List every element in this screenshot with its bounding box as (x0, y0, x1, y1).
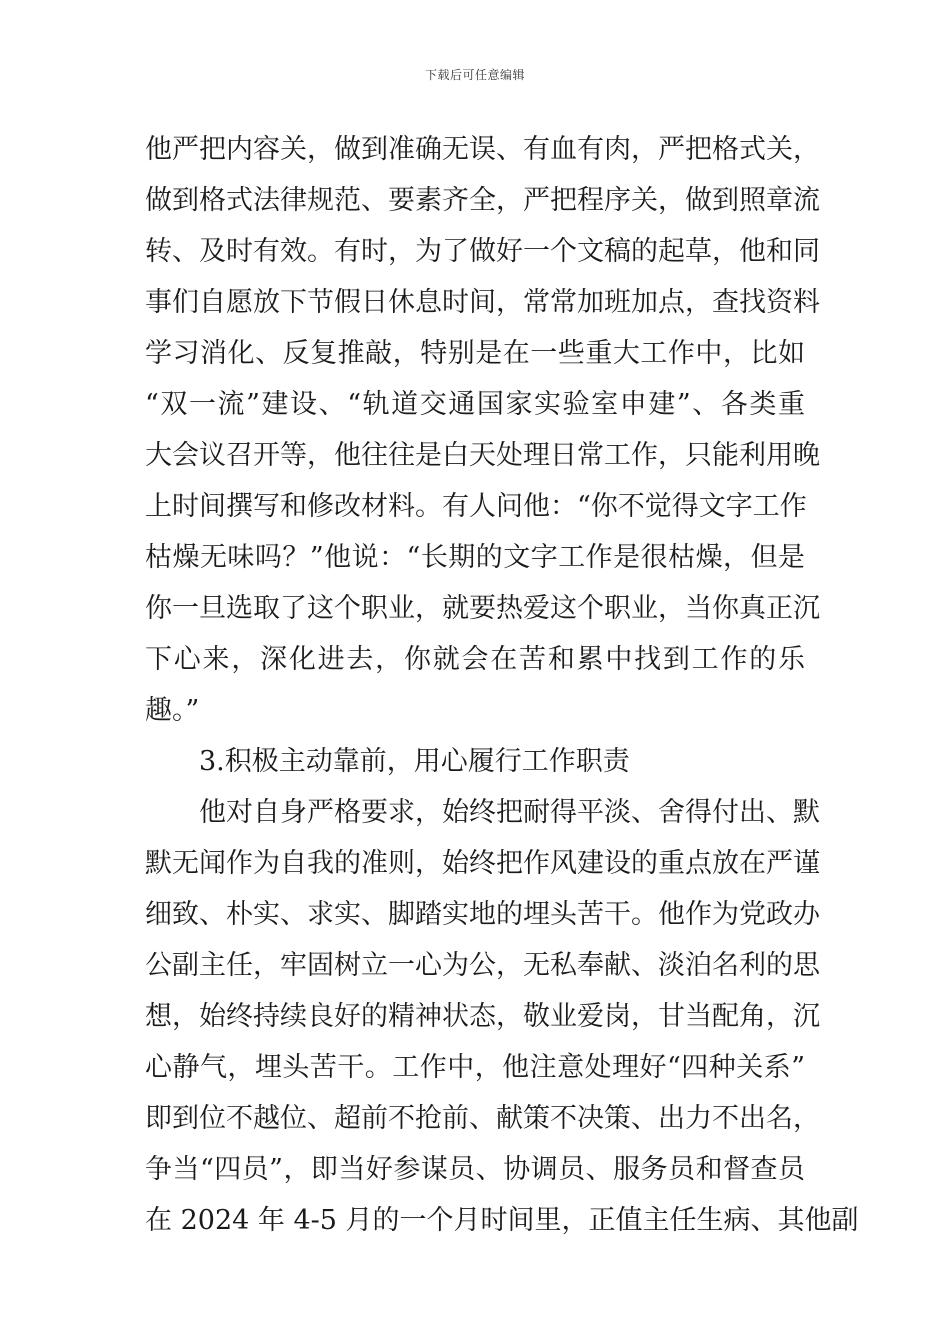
paragraph-line: 他对自身严格要求，始终把耐得平淡、舍得付出、默 (199, 797, 820, 828)
paragraph-line: “双一流”建设、“轨道交通国家实验室申建”、各类重 (145, 389, 805, 420)
paragraph-line: 趣。” (145, 695, 200, 726)
paragraph-line: 争当“四员”，即当好参谋员、协调员、服务员和督查员 (145, 1154, 805, 1185)
body-text (145, 124, 859, 1246)
paragraph-line: 转、及时有效。有时，为了做好一个文稿的起草，他和同 (145, 236, 820, 267)
paragraph-line: 上时间撰写和修改材料。有人问他：“你不觉得文字工作 (145, 491, 807, 522)
paragraph-line: 学习消化、反复推敲，特别是在一些重大工作中，比如 (145, 338, 805, 369)
paragraph-line: 想，始终持续良好的精神状态，敬业爱岗，甘当配角，沉 (145, 1001, 820, 1032)
paragraph-line: 枯燥无味吗？”他说：“长期的文字工作是很枯燥，但是 (145, 542, 805, 573)
paragraph-line: 你一旦选取了这个职业，就要热爱这个职业，当你真正沉 (145, 593, 820, 624)
paragraph-line: 细致、朴实、求实、脚踏实地的埋头苦干。他作为党政办 (145, 899, 820, 930)
paragraph-line: 即到位不越位、超前不抢前、献策不决策、出力不出名， (145, 1103, 820, 1134)
section-heading: 3.积极主动靠前，用心履行工作职责 (199, 746, 630, 777)
paragraph-line: 事们自愿放下节假日休息时间，常常加班加点，查找资料 (145, 287, 820, 318)
paragraph-line: 大会议召开等，他往往是白天处理日常工作，只能利用晚 (145, 440, 820, 471)
paragraph-line: 他严把内容关，做到准确无误、有血有肉，严把格式关， (145, 134, 820, 165)
paragraph-line: 公副主任，牢固树立一心为公，无私奉献、淡泊名利的思 (145, 950, 820, 981)
paragraph-line: 下心来，深化进去，你就会在苦和累中找到工作的乐 (145, 644, 805, 675)
header-note: 下载后可任意编辑 (424, 68, 525, 82)
paragraph-line: 在 2024 年 4-5 月的一个月时间里，正值主任生病、其他副 (145, 1205, 859, 1236)
paragraph-line: 做到格式法律规范、要素齐全，严把程序关，做到照章流 (145, 185, 820, 216)
paragraph-line: 默无闻作为自我的准则，始终把作风建设的重点放在严谨 (145, 848, 820, 879)
paragraph-line: 心静气，埋头苦干。工作中，他注意处理好“四种关系” (145, 1052, 805, 1083)
